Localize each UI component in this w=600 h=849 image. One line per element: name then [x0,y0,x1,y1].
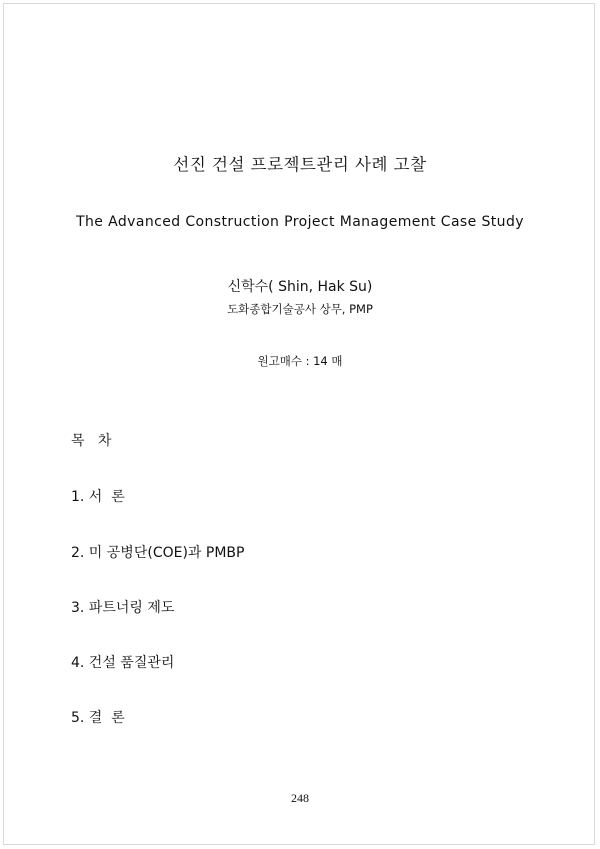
author-affiliation: 도화종합기술공사 상무, PMP [227,302,373,316]
paper-title-english: The Advanced Construction Project Management Case Study [76,214,524,230]
toc-heading: 목 차 [71,433,112,449]
toc-item-quality-management: 4. 건설 품질관리 [71,655,175,671]
toc-item-coe-pmbp: 2. 미 공병단(COE)과 PMBP [71,545,245,561]
paper-title-korean: 선진 건설 프로젝트관리 사례 고찰 [173,155,427,174]
toc-item-conclusion: 5. 결 론 [71,710,125,726]
author-name: 신학수( Shin, Hak Su) [227,279,373,295]
page-number: 248 [291,791,309,805]
manuscript-page-count: 원고매수 : 14 매 [257,354,343,368]
toc-item-introduction: 1. 서 론 [71,489,125,505]
toc-item-partnering: 3. 파트너링 제도 [71,600,175,616]
